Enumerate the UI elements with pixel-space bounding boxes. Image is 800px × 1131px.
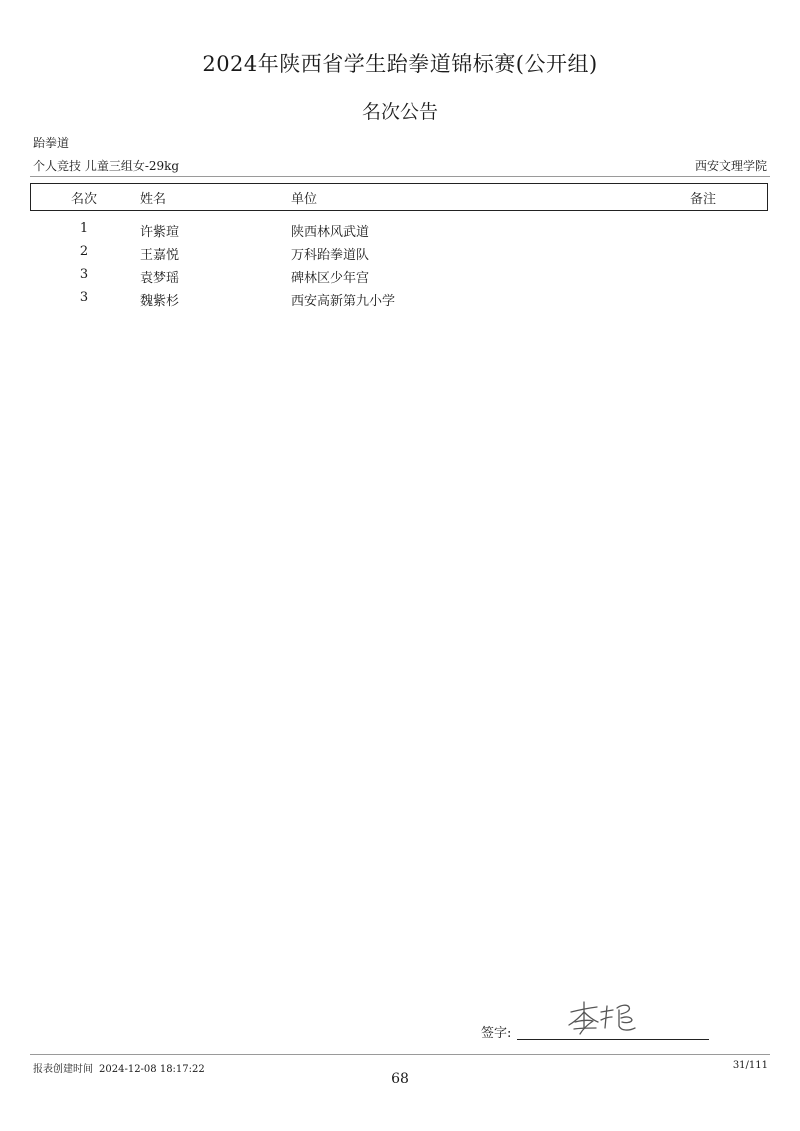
unit-cell: 西安高新第九小学 (291, 294, 396, 309)
table-row (0, 267, 800, 290)
event-name: 个人竞技 儿童三组女-29kg (33, 159, 180, 173)
report-subtitle: 名次公告 (361, 101, 438, 123)
rank-cell: 3 (79, 267, 89, 282)
table-row (0, 221, 800, 244)
name-cell: 许紫瑄 (140, 225, 180, 240)
table-row (0, 244, 800, 267)
column-header-rank: 名次 (70, 192, 97, 207)
table-row (0, 290, 800, 313)
created-value: 2024-12-08 18:17:22 (99, 1064, 205, 1075)
rank-cell: 3 (79, 290, 89, 305)
venue-name: 西安文理学院 (694, 159, 767, 173)
unit-cell: 碑林区少年宫 (291, 271, 370, 286)
page-count: 31/111 (732, 1060, 768, 1071)
top-divider (30, 176, 770, 177)
results-table-body (0, 221, 800, 313)
rank-cell: 2 (79, 244, 89, 259)
bottom-divider (30, 1054, 770, 1055)
sport-name: 跆拳道 (33, 136, 70, 150)
column-header-name: 姓名 (140, 192, 167, 207)
signature-label: 签字: (481, 1026, 512, 1041)
report-title: 2024年陕西省学生跆拳道锦标赛(公开组) (202, 52, 598, 76)
unit-cell: 陕西林风武道 (291, 225, 370, 240)
created-label: 报表创建时间 (33, 1064, 93, 1075)
page-number: 68 (391, 1071, 409, 1087)
unit-cell: 万科跆拳道队 (291, 248, 370, 263)
signature-line (517, 1039, 709, 1040)
name-cell: 魏紫杉 (140, 294, 180, 309)
name-cell: 袁梦瑶 (140, 271, 180, 286)
column-header-note: 备注 (690, 192, 717, 207)
name-cell: 王嘉悦 (140, 248, 180, 263)
rank-cell: 1 (79, 221, 89, 236)
handwritten-signature (565, 998, 645, 1038)
column-header-unit: 单位 (291, 192, 318, 207)
